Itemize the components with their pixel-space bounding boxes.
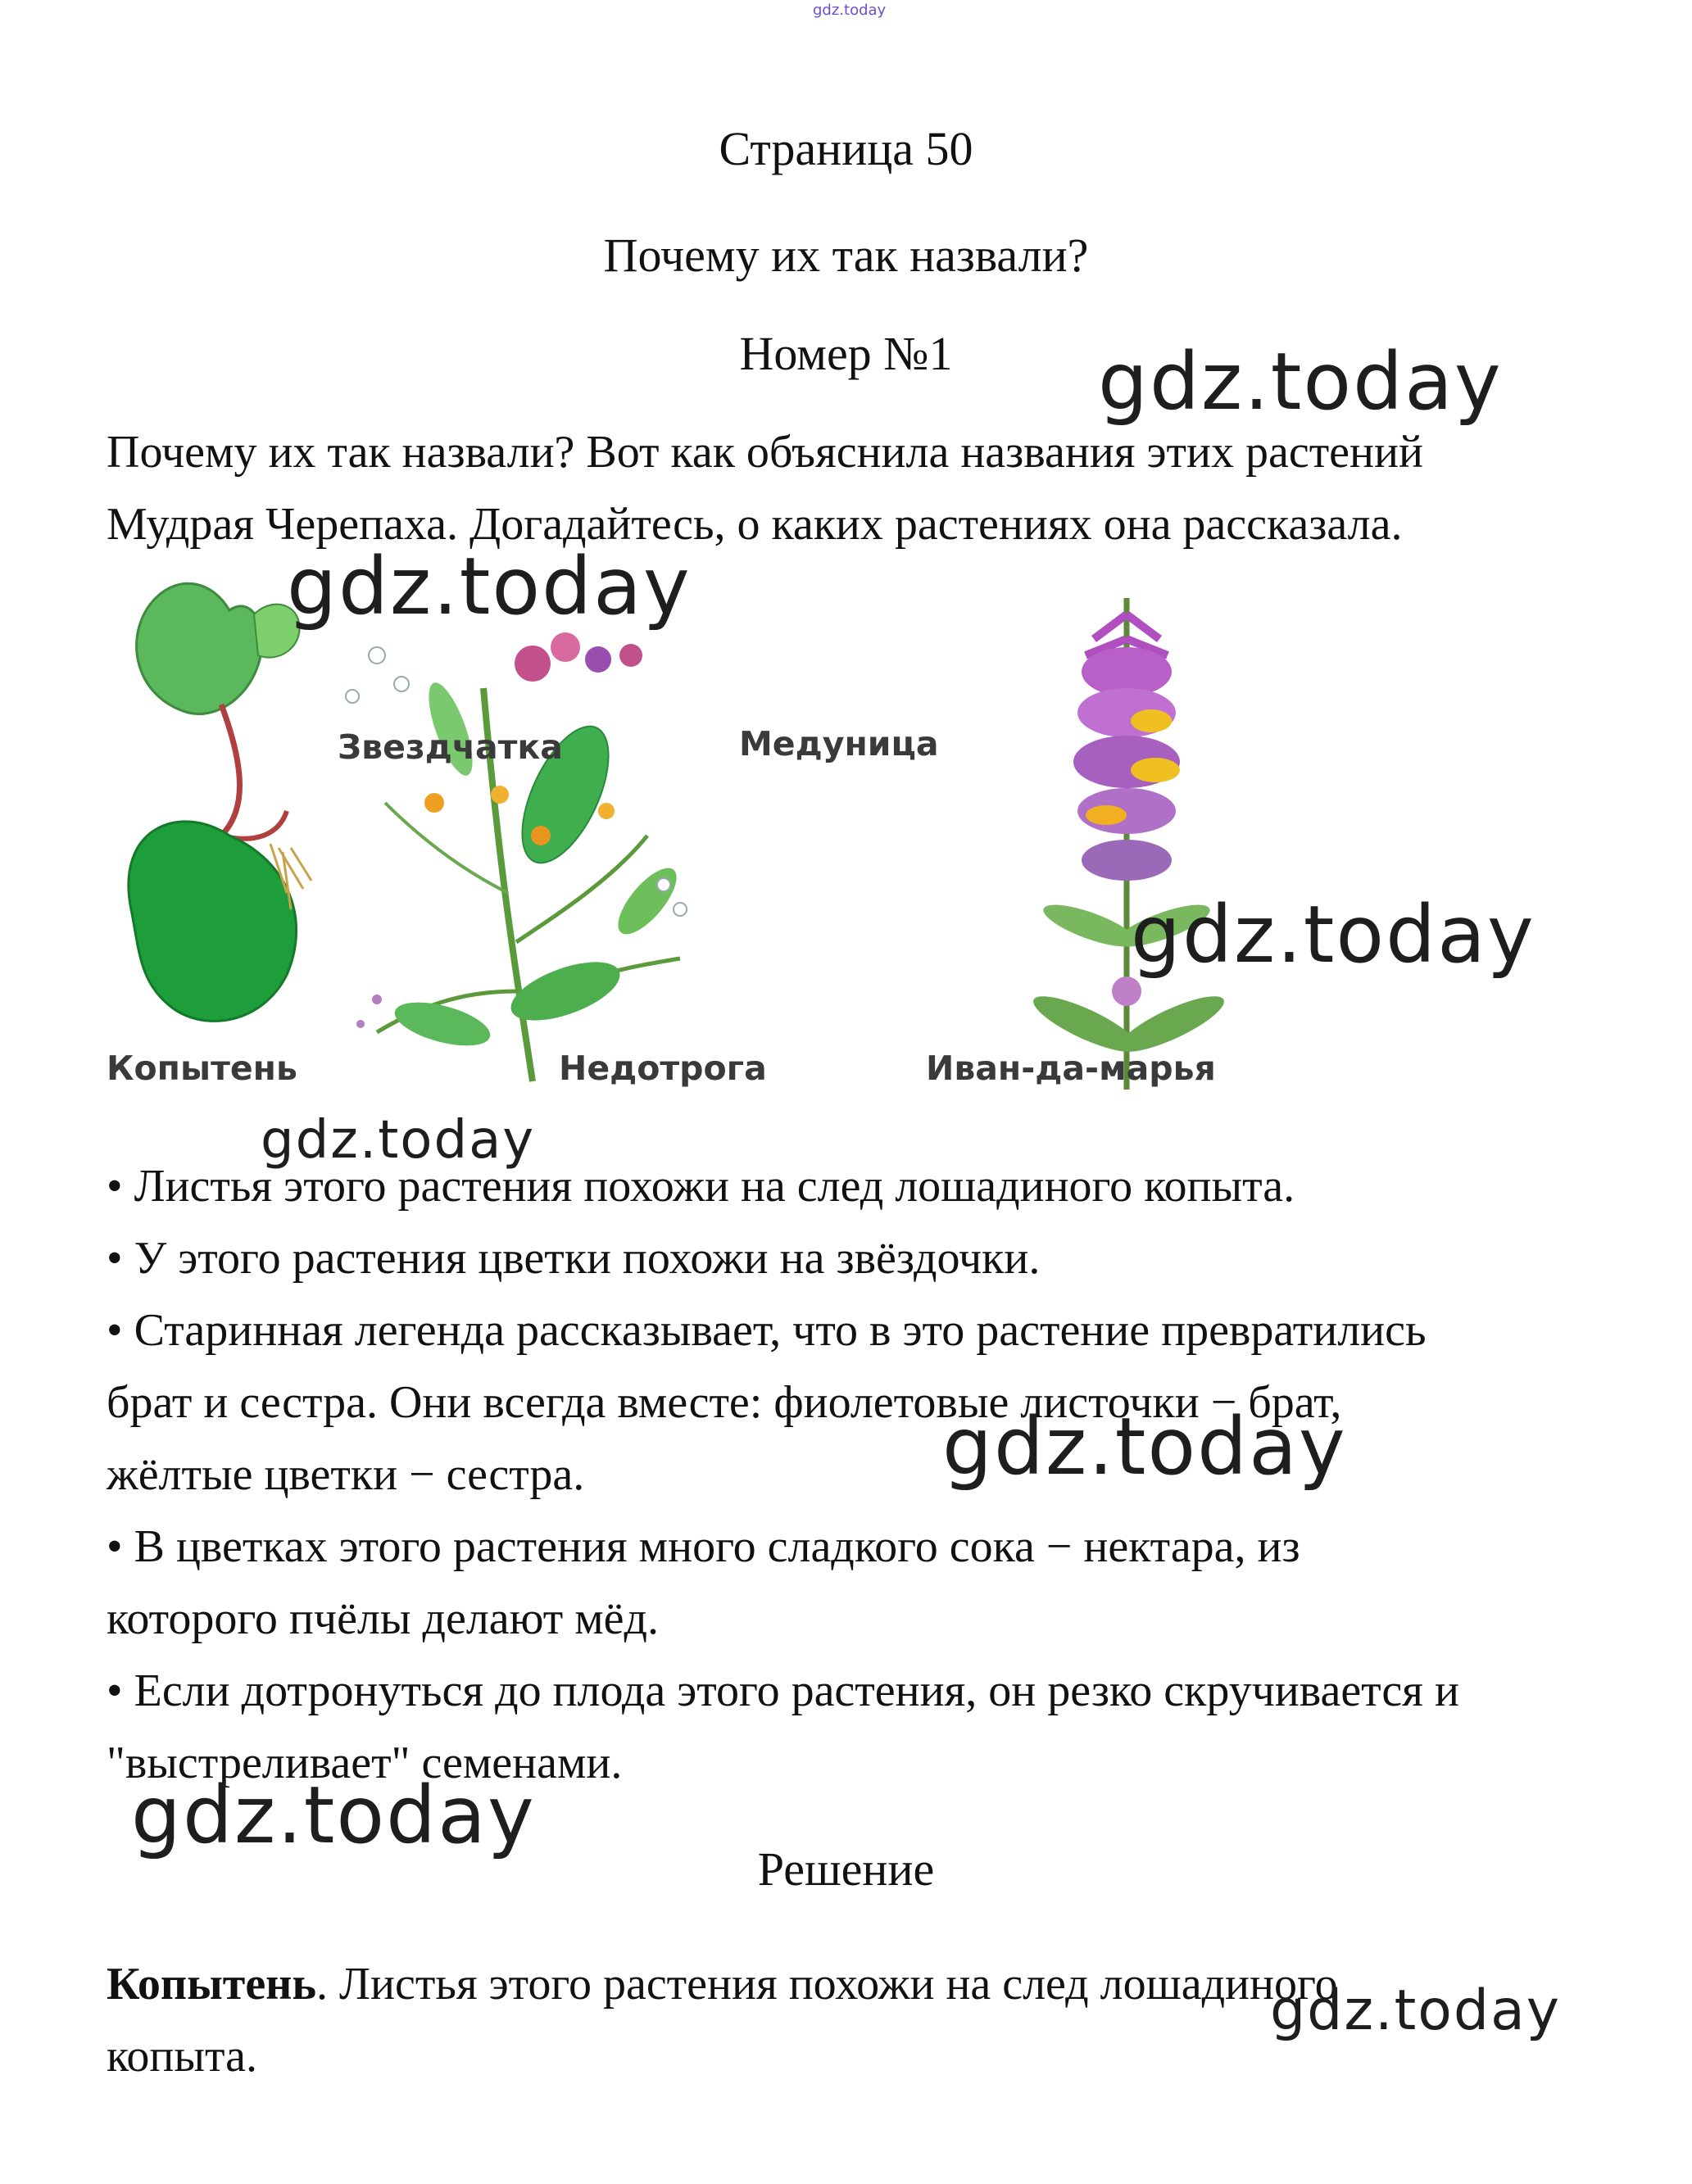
bullet-3-line-1: • Старинная легенда рассказывает, что в это растение превратились bbox=[107, 1305, 1427, 1356]
bullet-1: • Листья этого растения похожи на след лошадиного копыта. bbox=[107, 1161, 1295, 1212]
label-nedotroga: Недотрога bbox=[559, 1049, 767, 1088]
solution-plant-name: Копытень bbox=[107, 1959, 317, 2010]
bullet-list bbox=[107, 1150, 1581, 1799]
solution-text-line-2: копыта. bbox=[107, 2031, 257, 2082]
label-kopyten: Копытень bbox=[107, 1049, 297, 1088]
meadow-plants bbox=[346, 632, 687, 1081]
bullet-3-line-3: жёлтые цветки − сестра. bbox=[107, 1449, 585, 1500]
task-number: Номер №1 bbox=[739, 327, 953, 380]
watermark-1: gdz.today bbox=[1098, 336, 1503, 428]
watermark-6: gdz.today bbox=[131, 1769, 536, 1861]
watermark-3: gdz.today bbox=[1131, 889, 1536, 981]
task-text bbox=[107, 416, 1581, 560]
plants-illustration bbox=[107, 565, 1278, 1098]
label-ivan-da-marya: Иван-да-марья bbox=[926, 1049, 1216, 1088]
label-medunitsa: Медуница bbox=[739, 724, 939, 763]
task-text-line-2: Мудрая Черепаха. Догадайтесь, о каких растениях она рассказала. bbox=[107, 499, 1403, 550]
watermark-7: gdz.today bbox=[1270, 1978, 1561, 2043]
watermark-4: gdz.today bbox=[261, 1110, 536, 1171]
kopyten-plant bbox=[129, 583, 311, 1021]
bullet-3-line-2: брат и сестра. Они всегда вместе: фиолетовые листочки − брат, bbox=[107, 1377, 1342, 1428]
task-text-line-1: Почему их так назвали? Вот как объяснила названия этих растений bbox=[107, 427, 1423, 478]
top-watermark: gdz.today bbox=[813, 2, 887, 19]
watermark-5: gdz.today bbox=[942, 1401, 1347, 1493]
solution-heading: Решение bbox=[757, 1842, 935, 1896]
bullet-5-line-2: "выстреливает" семенами. bbox=[107, 1738, 623, 1788]
page-title: Страница 50 bbox=[719, 122, 973, 175]
plants-drawing bbox=[107, 565, 1278, 1098]
bullet-4-line-2: которого пчёлы делают мёд. bbox=[107, 1593, 659, 1644]
ivan-da-marya-plant bbox=[1027, 598, 1230, 1090]
watermark-2: gdz.today bbox=[287, 541, 692, 632]
bullet-5-line-1: • Если дотронуться до плода этого растения, он резко скручивается и bbox=[107, 1665, 1459, 1716]
bullet-4-line-1: • В цветках этого растения много сладкого сока − нектара, из bbox=[107, 1521, 1300, 1572]
solution-text-line-1: . Листья этого растения похожи на след лошадиного bbox=[316, 1959, 1338, 2010]
bullet-2: • У этого растения цветки похожи на звёздочки. bbox=[107, 1233, 1041, 1284]
topic-title: Почему их так назвали? bbox=[603, 229, 1089, 282]
label-zvezdchatka: Звездчатка bbox=[338, 727, 563, 767]
